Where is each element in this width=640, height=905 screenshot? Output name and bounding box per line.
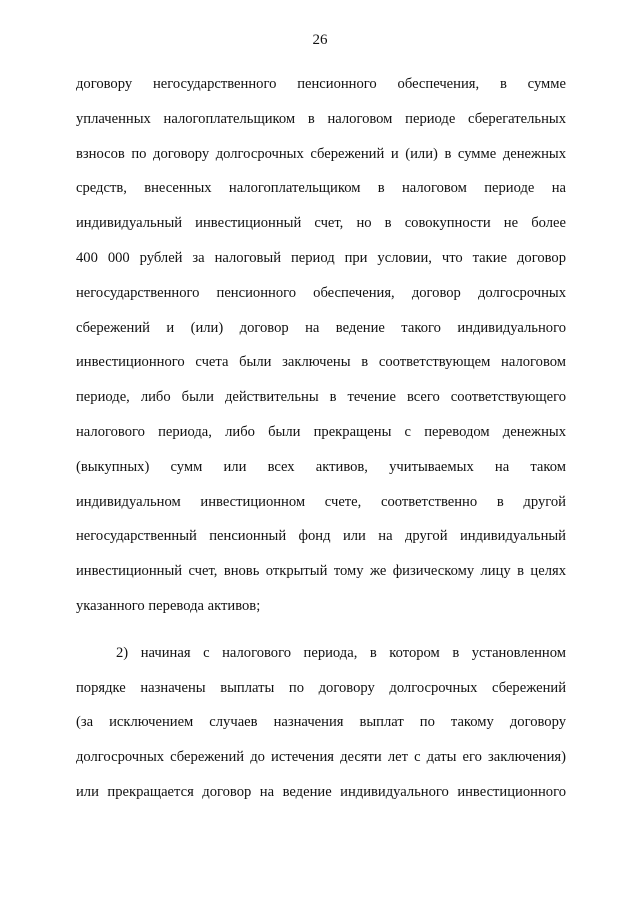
text-line: налогового периода, либо были прекращены с переводом денежных [76, 423, 566, 440]
text-line: инвестиционный счет, вновь открытый тому же физическому лицу в целях [76, 563, 566, 580]
text-line: периоде, либо были действительны в течение всего соответствующего [76, 389, 566, 406]
text-line: долгосрочных сбережений до истечения десяти лет с даты его заключения) [76, 749, 566, 766]
text-line: индивидуальный инвестиционный счет, но в совокупности не более [76, 215, 566, 232]
text-line: 400 000 рублей за налоговый период при условии, что такие договор [76, 249, 566, 266]
text-line: порядке назначены выплаты по договору долгосрочных сбережений [76, 679, 566, 696]
text-line: средств, внесенных налогоплательщиком в налоговом периоде на [76, 180, 566, 197]
text-line: индивидуальном инвестиционном счете, соответственно в другой [76, 493, 566, 510]
text-line: (за исключением случаев назначения выплат по такому договору [76, 714, 566, 731]
paragraph-spacer [76, 631, 566, 643]
text-line: инвестиционного счета были заключены в соответствующем налоговом [76, 354, 566, 371]
text-line: взносов по договору долгосрочных сбережений и (или) в сумме денежных [76, 145, 566, 162]
text-line: негосударственный пенсионный фонд или на другой индивидуальный [76, 528, 566, 545]
text-line: договору негосударственного пенсионного обеспечения, в сумме [76, 76, 566, 92]
text-line: негосударственного пенсионного обеспечения, договор долгосрочных [76, 284, 566, 301]
text-line: 2) начиная с налогового периода, в котором в установленном [116, 644, 566, 661]
text-line: уплаченных налогоплательщиком в налоговом периоде сберегательных [76, 110, 566, 127]
text-line: сбережений и (или) договор на ведение такого индивидуального [76, 319, 566, 336]
page-number: 26 [312, 32, 328, 48]
paragraph [76, 643, 566, 817]
document-body [76, 74, 566, 817]
text-line: (выкупных) сумм или всех активов, учитываемых на таком [76, 458, 566, 475]
text-line: или прекращается договор на ведение индивидуального инвестиционного [76, 783, 566, 800]
paragraph [76, 74, 566, 631]
text-line: указанного перевода активов; [76, 597, 261, 614]
